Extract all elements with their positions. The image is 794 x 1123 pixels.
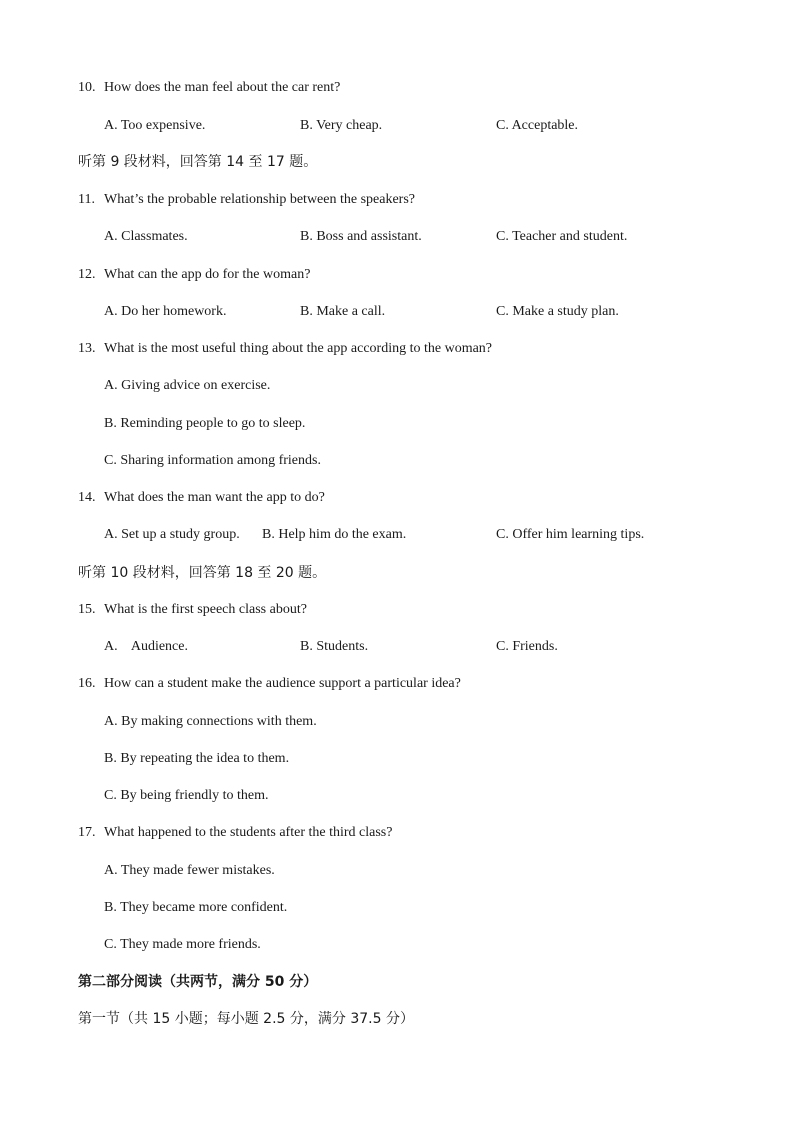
- question-number: 11.: [78, 192, 95, 207]
- instruction-passage-9: 听第 9 段材料，回答第 14 至 17 题。: [78, 154, 318, 170]
- question-number: 10.: [78, 80, 96, 95]
- question-12: [78, 266, 310, 284]
- question-text: What’s the probable relationship between the speakers?: [104, 192, 415, 207]
- option-b: B. They became more confident.: [104, 900, 288, 915]
- option-a: A. Too expensive.: [104, 118, 206, 133]
- question-11: [78, 191, 415, 209]
- option-c: C. Friends.: [496, 639, 558, 654]
- section-1-heading: 第一节（共 15 小题；每小题 2.5 分，满分 37.5 分）: [78, 1011, 414, 1027]
- question-11-options: [104, 228, 744, 246]
- option-c: C. Acceptable.: [496, 118, 579, 133]
- question-number: 15.: [78, 602, 96, 617]
- question-text: What is the most useful thing about the app according to the woman?: [104, 341, 493, 356]
- option-c: C. Sharing information among friends.: [104, 453, 321, 468]
- instruction-passage-10: 听第 10 段材料，回答第 18 至 20 题。: [78, 565, 327, 581]
- option-b: B. Very cheap.: [300, 118, 383, 133]
- option-a: A. Audience.: [104, 639, 188, 654]
- question-15: [78, 601, 307, 619]
- option-a: A. Classmates.: [104, 229, 188, 244]
- option-a: A. By making connections with them.: [104, 714, 317, 729]
- question-text: What does the man want the app to do?: [104, 490, 325, 505]
- question-text: How can a student make the audience support a particular idea?: [104, 676, 461, 691]
- option-a: A. Do her homework.: [104, 304, 227, 319]
- question-12-options: [104, 303, 744, 321]
- option-c: C. They made more friends.: [104, 937, 261, 952]
- option-a: A. They made fewer mistakes.: [104, 863, 275, 878]
- option-c: C. Teacher and student.: [496, 229, 628, 244]
- question-13: [78, 340, 492, 358]
- question-text: What is the first speech class about?: [104, 602, 307, 617]
- question-14: [78, 489, 325, 507]
- option-a: A. Giving advice on exercise.: [104, 378, 271, 393]
- option-b: B. Make a call.: [300, 304, 386, 319]
- question-number: 13.: [78, 341, 96, 356]
- part-2-heading: 第二部分阅读（共两节，满分 50 分）: [78, 974, 318, 990]
- option-c: C. By being friendly to them.: [104, 788, 269, 803]
- question-14-options: [104, 526, 744, 544]
- question-number: 17.: [78, 825, 96, 840]
- question-17: [78, 824, 392, 842]
- question-number: 16.: [78, 676, 96, 691]
- option-b: B. Boss and assistant.: [300, 229, 422, 244]
- question-10: [78, 79, 340, 97]
- option-a: A. Set up a study group.: [104, 527, 240, 542]
- question-text: How does the man feel about the car rent?: [104, 80, 341, 95]
- option-b: B. Help him do the exam.: [262, 527, 407, 542]
- question-number: 12.: [78, 267, 96, 282]
- question-15-options: [104, 638, 744, 656]
- question-16: [78, 675, 461, 693]
- option-b: B. By repeating the idea to them.: [104, 751, 290, 766]
- option-c: C. Make a study plan.: [496, 304, 619, 319]
- option-c: C. Offer him learning tips.: [496, 527, 645, 542]
- option-b: B. Reminding people to go to sleep.: [104, 416, 306, 431]
- option-b: B. Students.: [300, 639, 369, 654]
- question-text: What happened to the students after the third class?: [104, 825, 393, 840]
- question-number: 14.: [78, 490, 96, 505]
- question-text: What can the app do for the woman?: [104, 267, 311, 282]
- question-10-options: [104, 117, 744, 135]
